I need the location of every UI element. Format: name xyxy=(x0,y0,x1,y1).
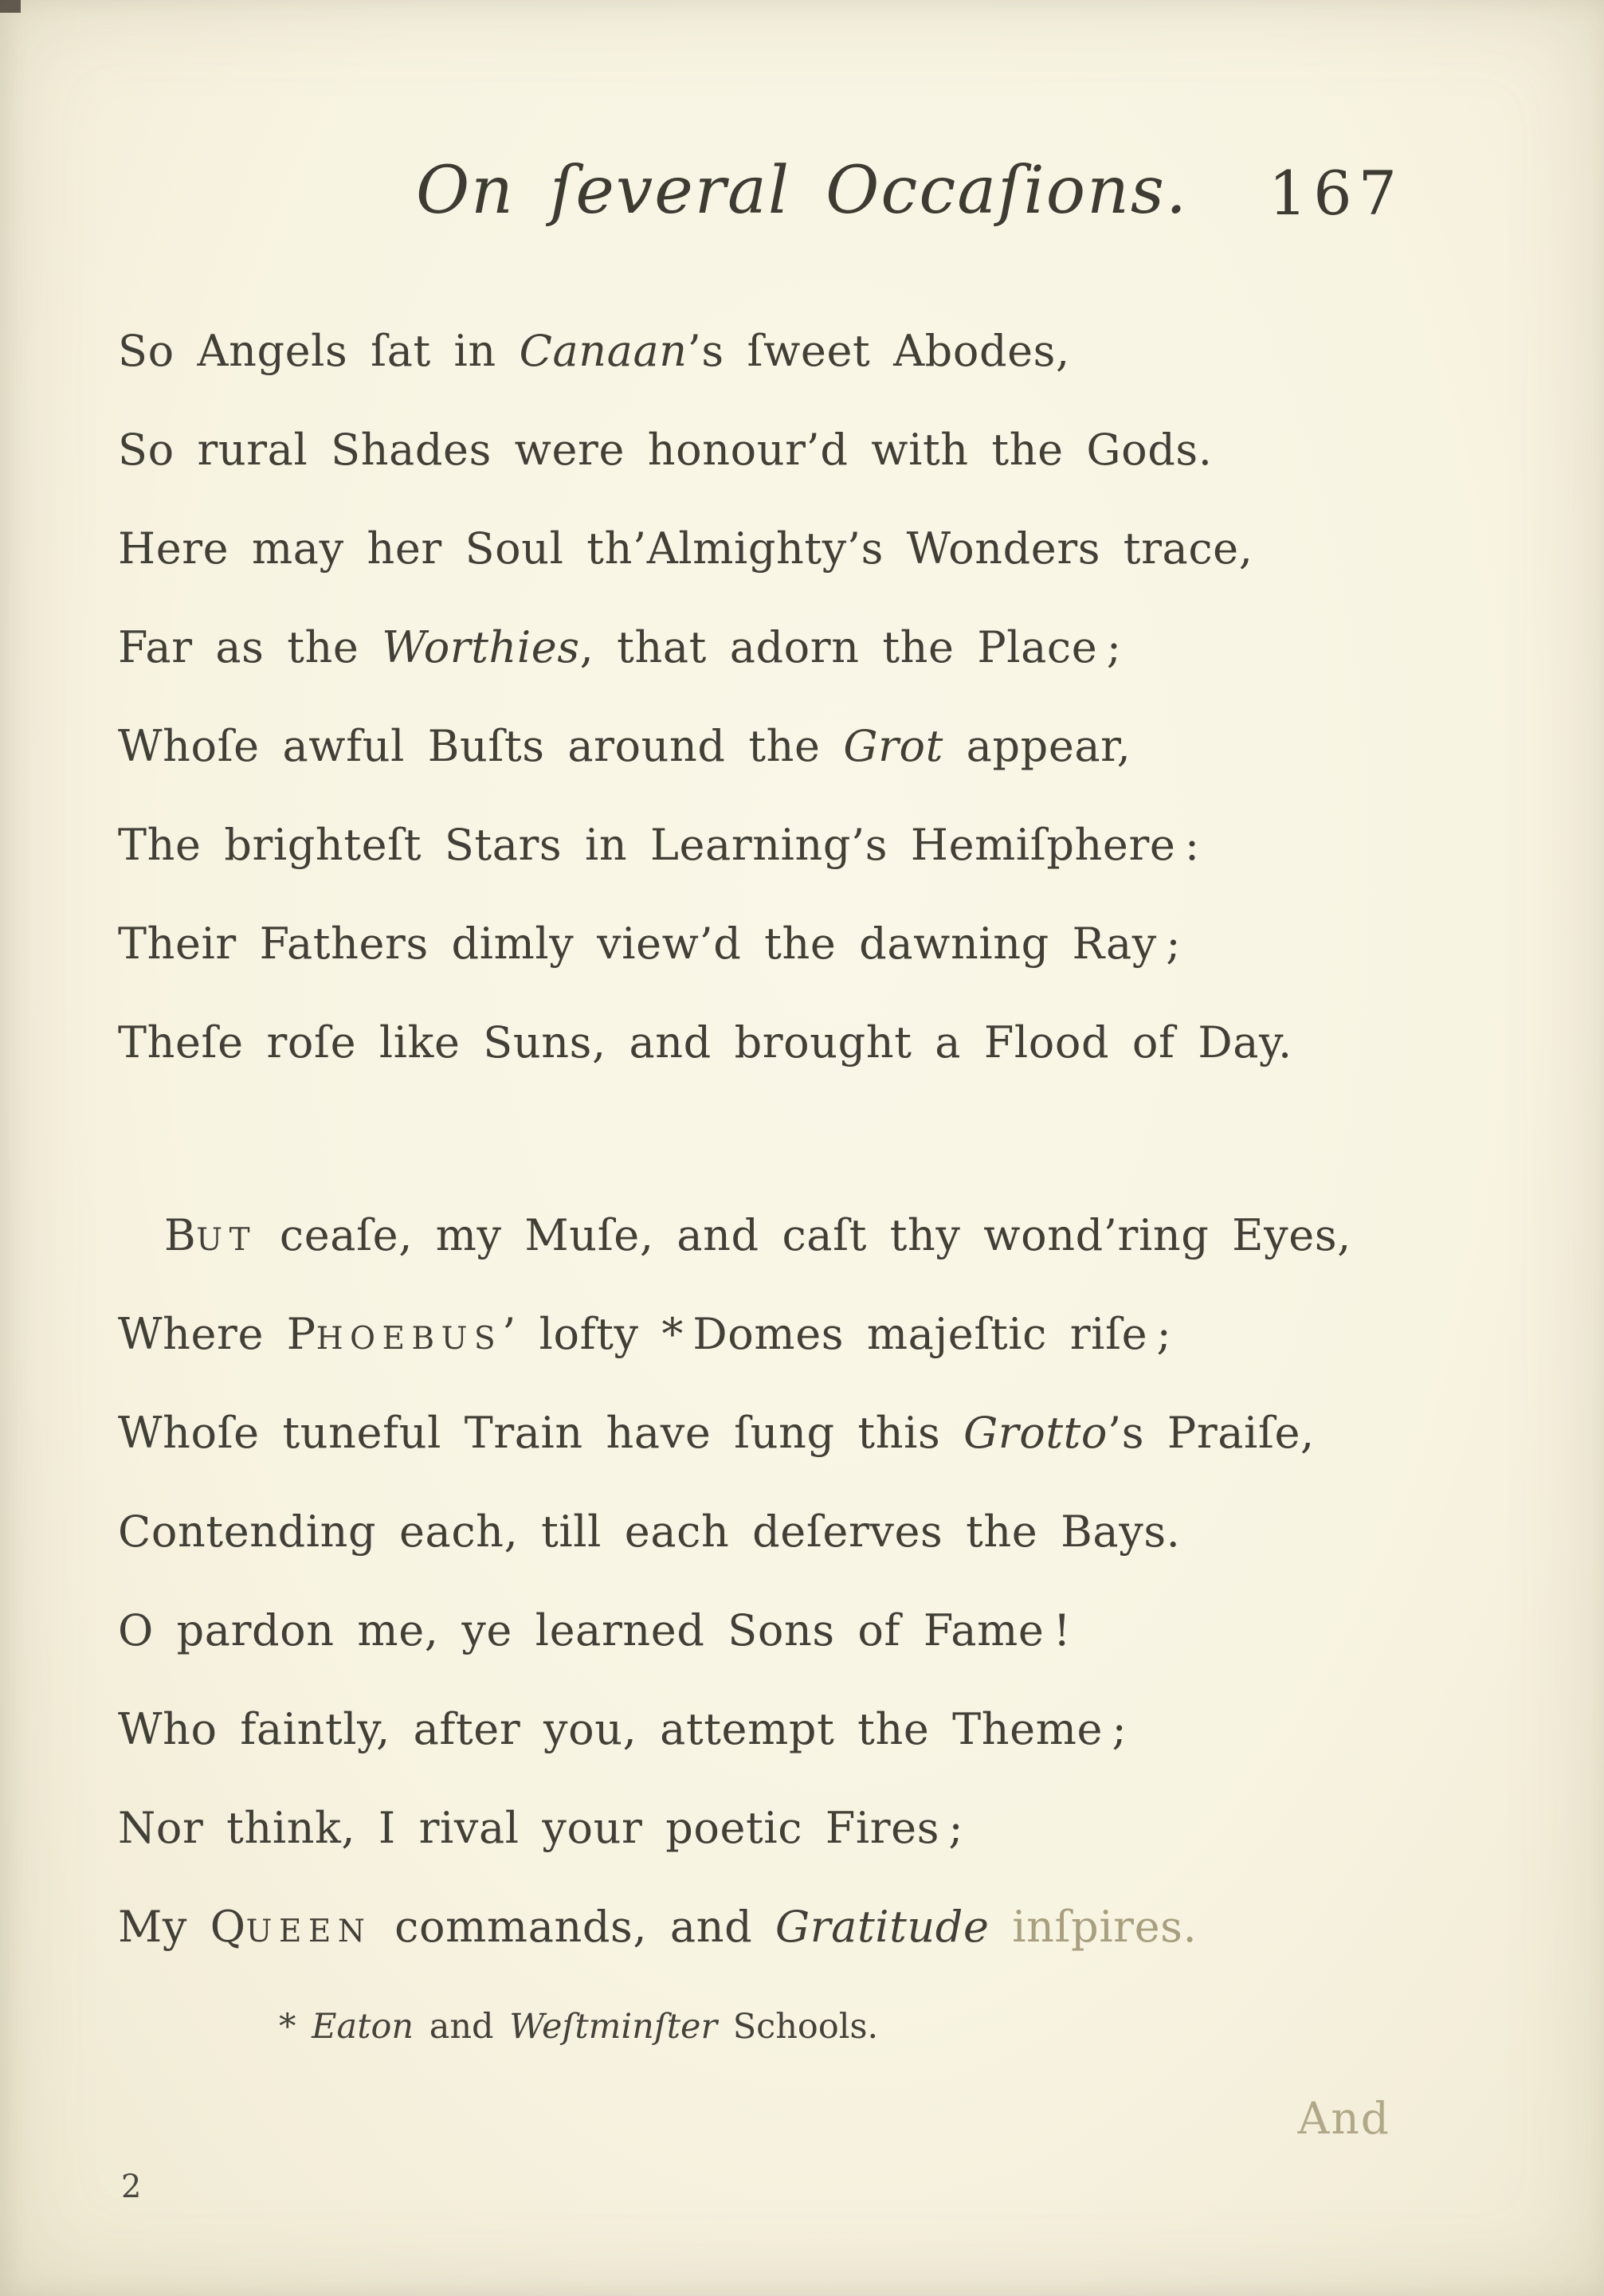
page-header xyxy=(0,0,1604,229)
text-run: , that adorn the Place ; xyxy=(579,622,1122,672)
text-run: UEEN xyxy=(245,1914,372,1949)
text-run: Contending each, till each deſerves the Bays. xyxy=(118,1507,1181,1557)
text-run: and xyxy=(414,2007,510,2047)
text-run: Whoſe awful Buſts around the xyxy=(118,721,844,771)
text-run: So Angels ſat in xyxy=(118,326,520,376)
text-run: inſpires. xyxy=(989,1902,1198,1952)
text-run: Eaton xyxy=(312,2007,414,2047)
running-title: On ſeveral Occaſions. xyxy=(415,153,1189,229)
text-run: Grot xyxy=(843,721,943,771)
poem xyxy=(118,302,1508,1977)
text-run: Who faintly, after you, attempt the Theme ; xyxy=(118,1704,1128,1754)
text-run: Nor think, I rival your poetic Fires ; xyxy=(118,1803,964,1853)
poem-line xyxy=(118,1878,1508,1977)
text-run: ’s Praiſe, xyxy=(1108,1408,1315,1458)
poem-line xyxy=(118,500,1508,598)
signature-mark: 2 xyxy=(121,2169,142,2205)
poem-line xyxy=(118,697,1508,796)
text-run: Their Fathers dimly view’d the dawning Ray ; xyxy=(118,919,1182,969)
text-run: Weſtminſter xyxy=(509,2007,718,2047)
poem-line xyxy=(118,1483,1508,1581)
text-run: Grotto xyxy=(963,1408,1108,1458)
text-run: Here may her Soul th’Almighty’s Wonders trace, xyxy=(118,523,1253,574)
text-run: * xyxy=(279,2007,312,2047)
poem-line xyxy=(118,1779,1508,1878)
text-run: Gratitude xyxy=(775,1902,990,1952)
text-run: UT xyxy=(196,1222,257,1258)
text-run: ’s ſweet Abodes, xyxy=(687,326,1070,376)
text-run: B xyxy=(164,1210,197,1260)
text-run: Where P xyxy=(118,1309,316,1359)
poem-line xyxy=(118,895,1508,993)
poem-line xyxy=(118,993,1508,1092)
text-run: My Q xyxy=(118,1902,246,1952)
poem-line xyxy=(118,1285,1508,1384)
catchword: And xyxy=(1297,2093,1390,2144)
text-run: The brighteſt Stars in Learning’s Hemiſphere : xyxy=(118,820,1200,870)
poem-line xyxy=(118,1581,1508,1680)
stanza xyxy=(118,302,1508,1092)
page-number: 167 xyxy=(1268,158,1403,229)
text-run: HOEBUS xyxy=(316,1321,503,1357)
text-run: Schools. xyxy=(717,2007,879,2047)
poem-line xyxy=(118,401,1508,500)
text-run: Far as the xyxy=(118,622,382,672)
text-run: Whoſe tuneful Train have ſung this xyxy=(118,1408,964,1458)
poem-line xyxy=(118,598,1508,697)
text-run: ’ lofty * Domes majeſtic riſe ; xyxy=(502,1309,1172,1359)
poem-line xyxy=(118,1186,1508,1285)
text-run: Canaan xyxy=(519,326,688,376)
text-run: O pardon me, ye learned Sons of Fame ! xyxy=(118,1605,1072,1655)
text-run: Theſe roſe like Suns, and brought a Flood of Day. xyxy=(118,1017,1292,1068)
poem-line xyxy=(118,1680,1508,1779)
text-run: ceaſe, my Muſe, and caſt thy wond’ring Eyes, xyxy=(257,1210,1351,1260)
text-run: Worthies xyxy=(382,622,580,672)
poem-line xyxy=(118,1384,1508,1483)
text-run: appear, xyxy=(943,721,1131,771)
footnote xyxy=(279,2007,1604,2047)
poem-line xyxy=(118,302,1508,401)
text-run: commands, and xyxy=(371,1902,776,1952)
text-run: So rural Shades were honour’d with the Gods. xyxy=(118,425,1213,475)
poem-line xyxy=(118,796,1508,895)
stanza xyxy=(118,1186,1508,1977)
